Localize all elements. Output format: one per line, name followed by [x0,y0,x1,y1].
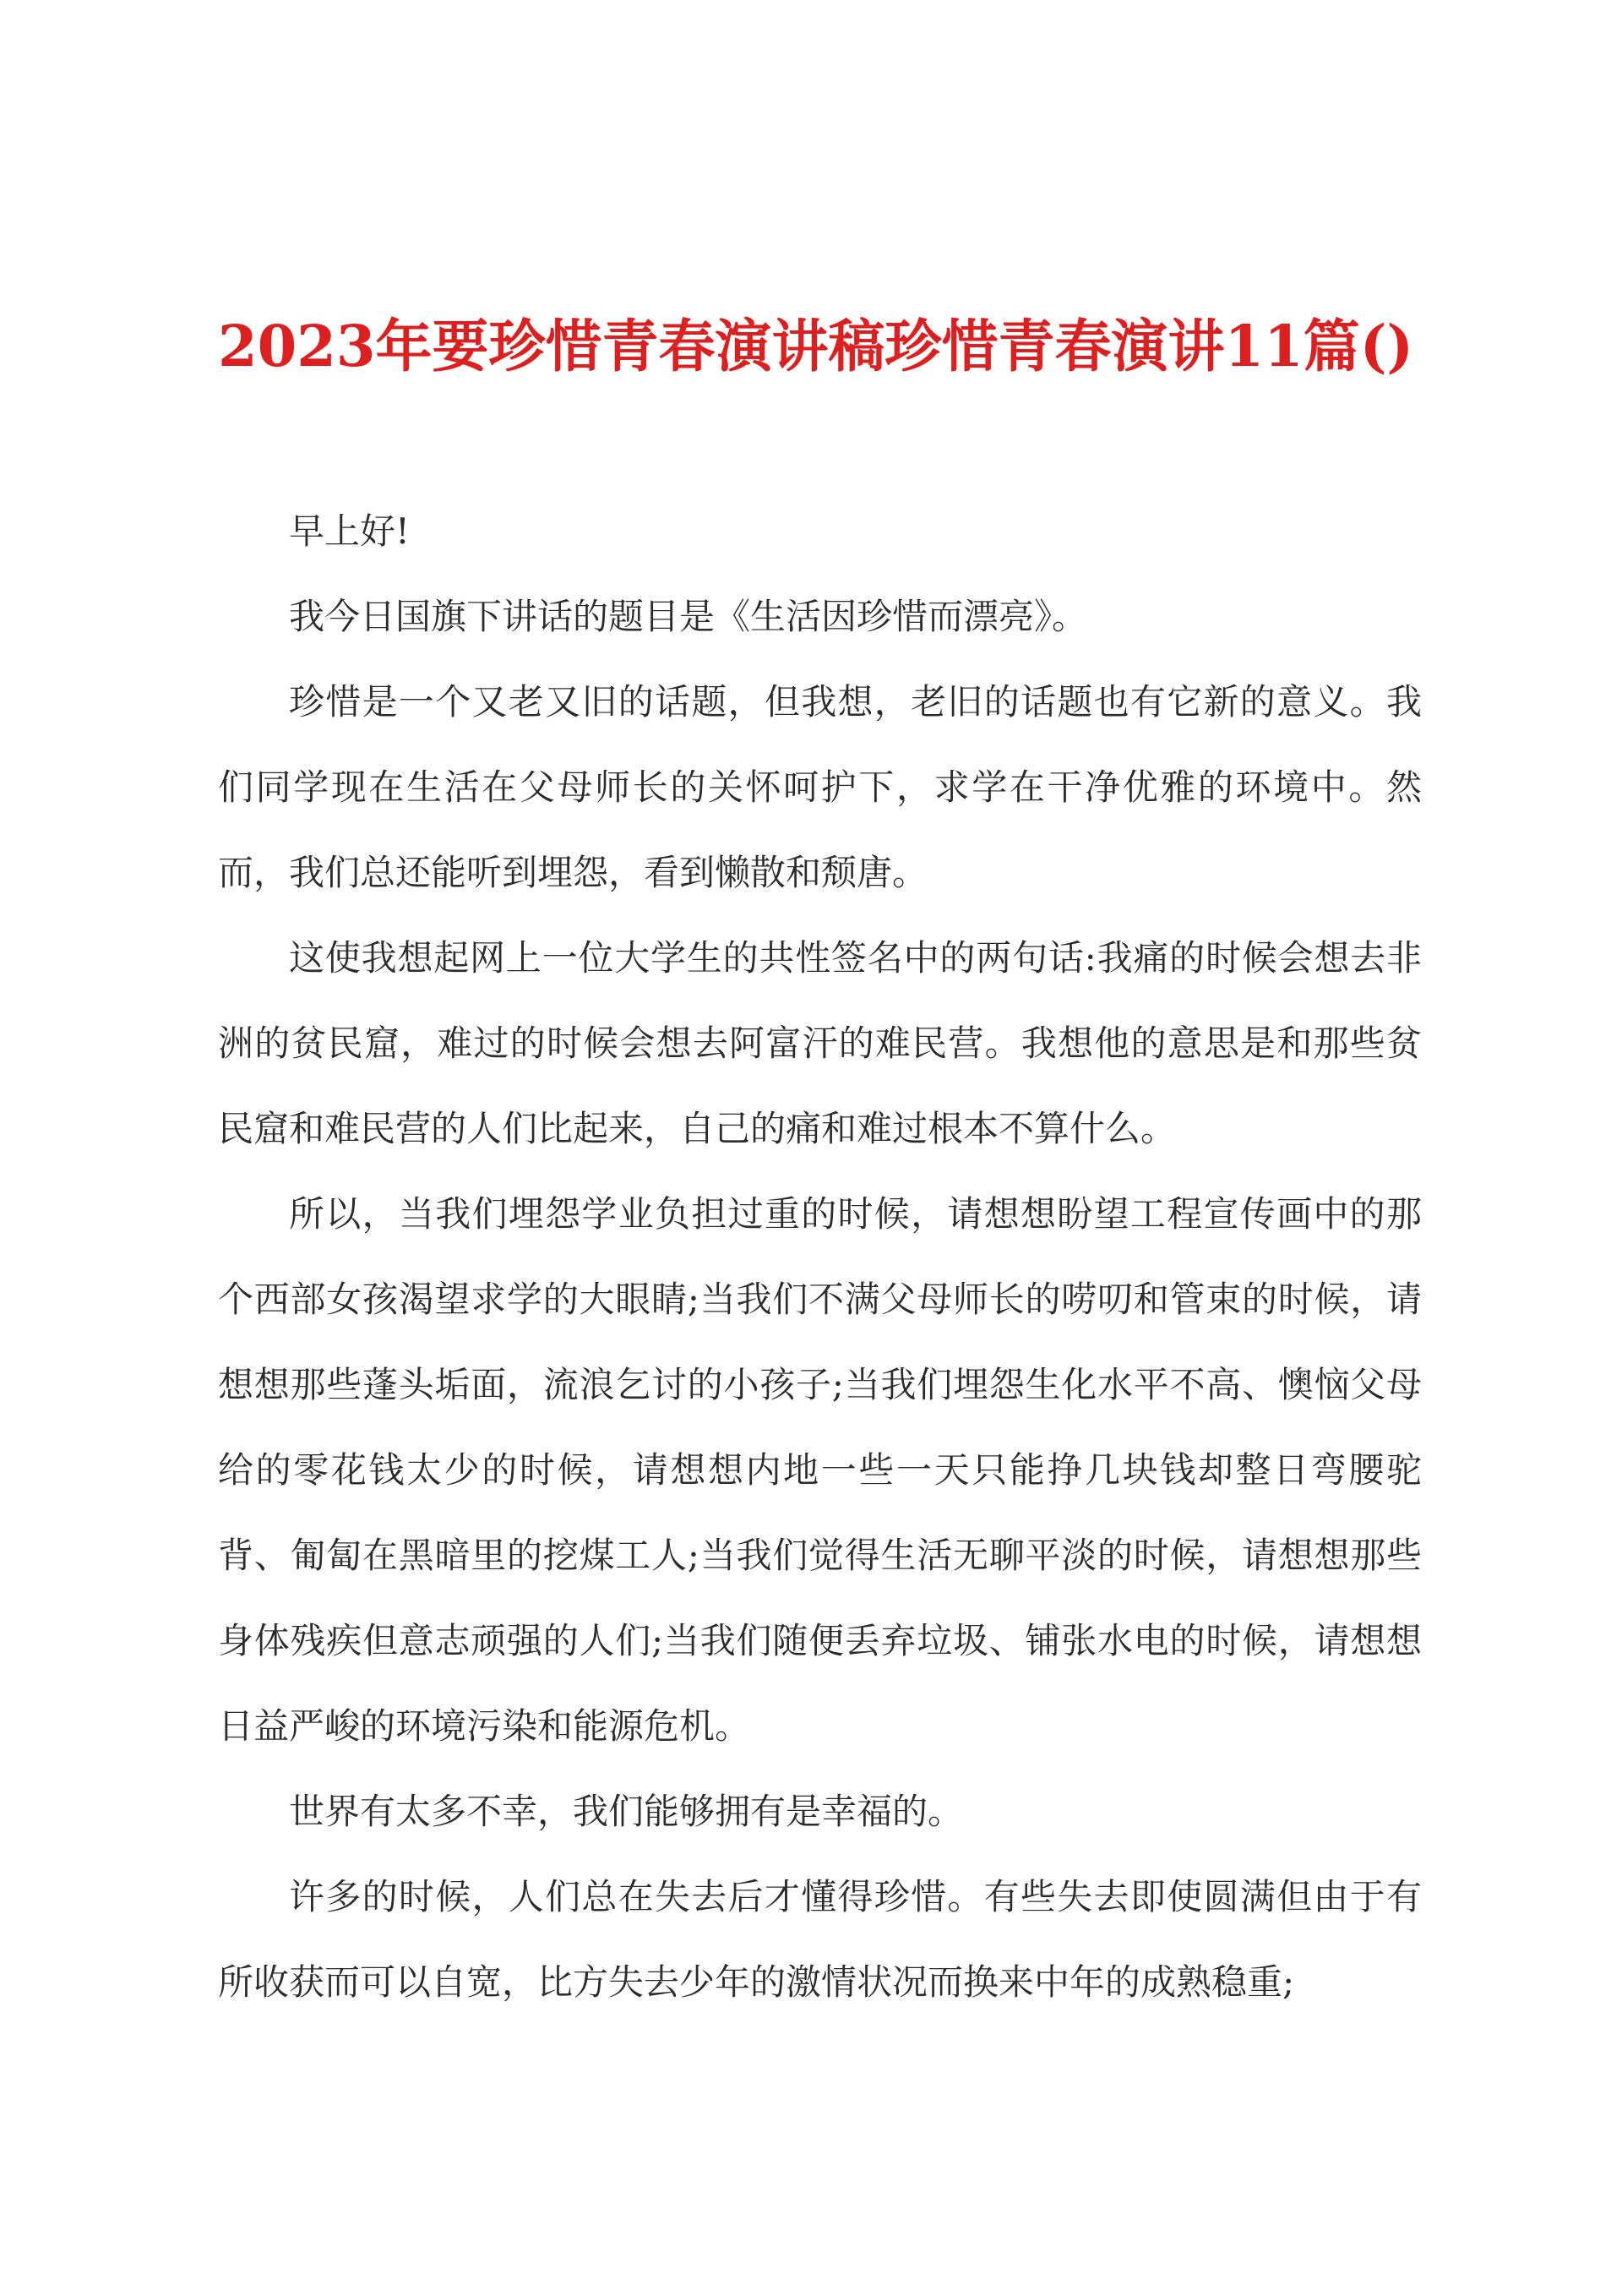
paragraph-greeting: 早上好! [289,510,410,552]
paragraph-comparisons: 所以，当我们埋怨学业负担过重的时候，请想想盼望工程宣传画中的那个西部女孩渴望求学的大眼睛;当我们不满父母师长的唠叨和管束的时候，请想想那些蓬头垢面，流浪乞讨的小孩子;当我们埋怨生化水平不高、懊恼父母给的零花钱太少的时候，请想想内地一些一天只能挣几块钱却整日弯腰驼背、匍匐在黑暗里的挖煤工人;当我们觉得生活无聊平淡的时候，请想想那些身体残疾但意志顽强的人们;当我们随便丢弃垃圾、铺张水电的时候，请想想日益严峻的环境污染和能源危机。 [218,1193,1422,1747]
paragraph-cherish: 珍惜是一个又老又旧的话题，但我想，老旧的话题也有它新的意义。我们同学现在生活在父母师长的关怀呵护下，求学在干净优雅的环境中。然而，我们总还能听到埋怨，看到懒散和颓唐。 [218,681,1422,893]
paragraph-signature-quote: 这使我想起网上一位大学生的共性签名中的两句话:我痛的时候会想去非洲的贫民窟，难过的时候会想去阿富汗的难民营。我想他的意思是和那些贫民窟和难民营的人们比起来，自己的痛和难过根本不算什么。 [218,937,1422,1149]
paragraph-happiness: 世界有太多不幸，我们能够拥有是幸福的。 [289,1791,964,1832]
paragraph-loss: 许多的时候，人们总在失去后才懂得珍惜。有些失去即使圆满但由于有所收获而可以自宽，比方失去少年的激情状况而换来中年的成熟稳重; [218,1876,1422,2003]
document-title: 2023年要珍惜青春演讲稿珍惜青春演讲11篇() [218,313,1414,379]
document-body [218,488,1422,2025]
paragraph-topic: 我今日国旗下讲话的题目是《生活因珍惜而漂亮》。 [289,596,1088,637]
